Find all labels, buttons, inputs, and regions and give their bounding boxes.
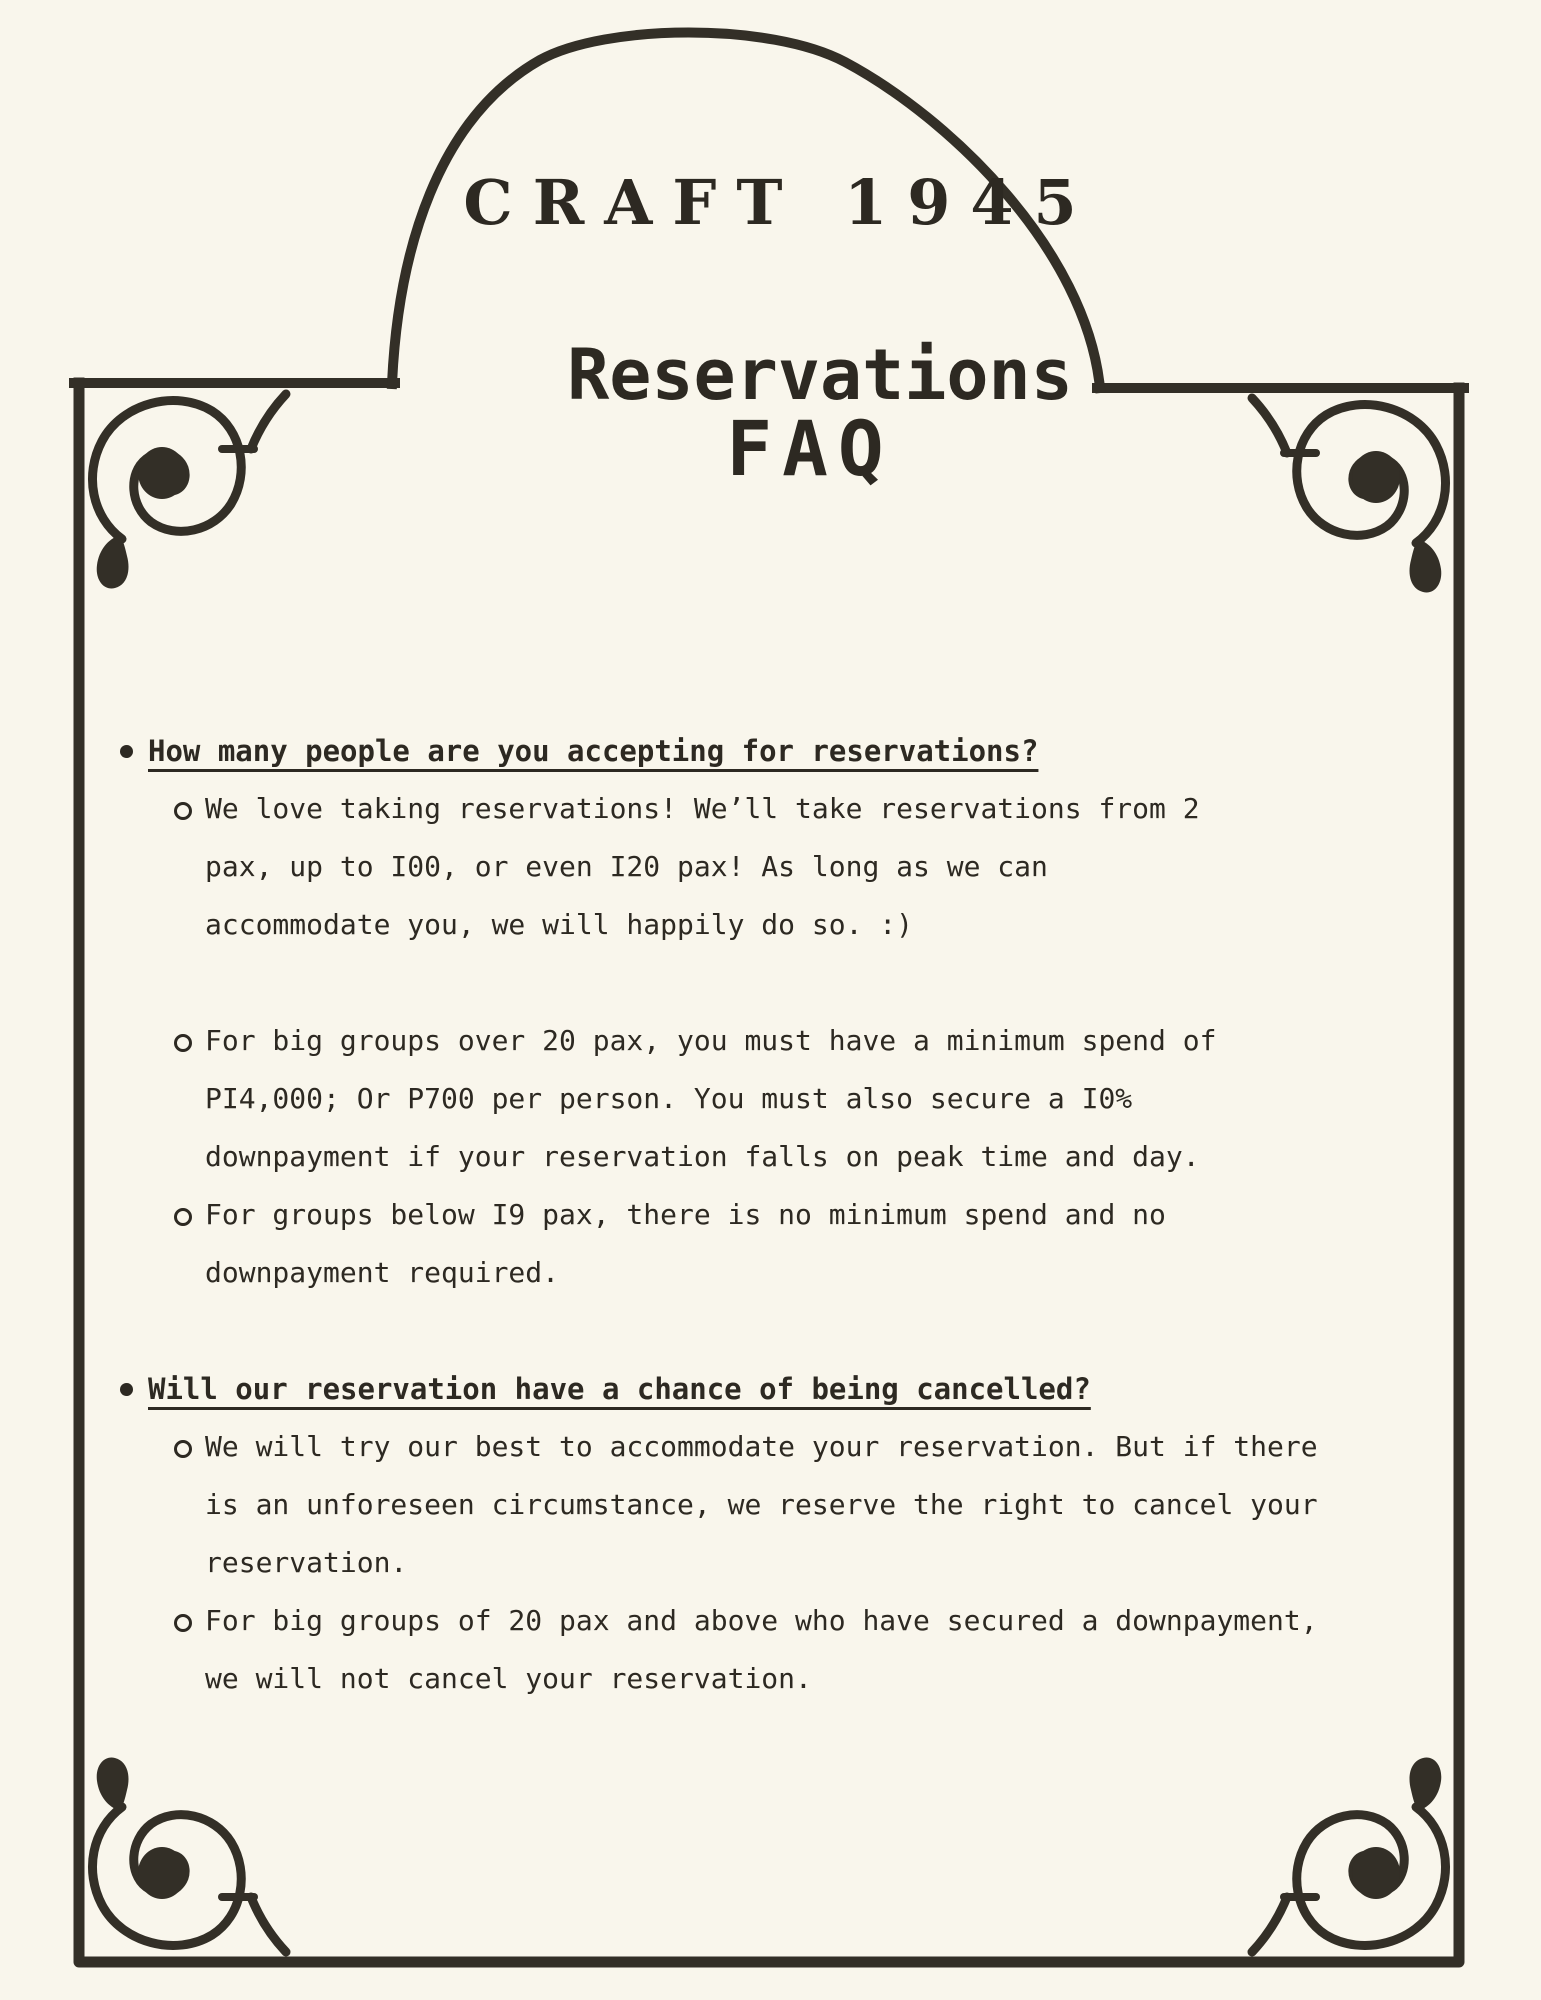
faq-answer-line: is an unforeseen circumstance, we reserve the right to cancel your xyxy=(205,1488,1318,1521)
faq-answer xyxy=(118,1592,1408,1708)
brand-title: CRAFT 1945 xyxy=(463,166,1097,239)
hollow-circle-bullet-icon xyxy=(174,1034,192,1052)
faq-answer-line: pax, up to I00, or even I20 pax! As long as we can xyxy=(205,850,1048,883)
faq-answer-line: we will not cancel your reservation. xyxy=(205,1662,812,1695)
corner-ornament-top-left xyxy=(92,394,286,588)
corner-ornament-top-right xyxy=(1252,398,1446,592)
corner-ornament-bottom-left xyxy=(92,1758,286,1952)
faq-answer-line: We love taking reservations! We’ll take reservations from 2 xyxy=(205,792,1200,825)
filled-dot-bullet-icon xyxy=(120,745,133,758)
filled-dot-bullet-icon xyxy=(120,1383,133,1396)
faq-answer-line: downpayment required. xyxy=(205,1256,560,1289)
hollow-circle-bullet-icon xyxy=(174,1614,192,1632)
faq-answer-line: We will try our best to accommodate your reservation. But if there xyxy=(205,1430,1318,1463)
hollow-circle-bullet-icon xyxy=(174,1440,192,1458)
faq-answer xyxy=(118,1418,1408,1592)
faq-list xyxy=(118,722,1408,1708)
faq-question xyxy=(118,722,1408,780)
corner-ornament-bottom-right xyxy=(1252,1758,1446,1952)
hollow-circle-bullet-icon xyxy=(174,802,192,820)
page-subtitle: FAQ xyxy=(726,404,894,493)
faq-answer xyxy=(118,1186,1408,1302)
faq-answer-line: For big groups over 20 pax, you must have a minimum spend of xyxy=(205,1024,1217,1057)
faq-answer-line: For big groups of 20 pax and above who have secured a downpayment, xyxy=(205,1604,1318,1637)
hollow-circle-bullet-icon xyxy=(174,1208,192,1226)
faq-answer-line: PI4,000; Or P700 per person. You must also secure a I0% xyxy=(205,1082,1133,1115)
faq-question xyxy=(118,1360,1408,1418)
faq-question-text: Will our reservation have a chance of being cancelled? xyxy=(148,1372,1091,1406)
faq-section xyxy=(118,1360,1408,1708)
page-title: Reservations xyxy=(567,334,1073,416)
faq-answer-line: reservation. xyxy=(205,1546,408,1579)
faq-answer xyxy=(118,780,1408,954)
faq-answer-line: accommodate you, we will happily do so. :) xyxy=(205,908,914,941)
faq-section xyxy=(118,722,1408,1302)
faq-question-text: How many people are you accepting for reservations? xyxy=(148,734,1039,768)
faq-answer xyxy=(118,1012,1408,1186)
faq-answer-line: For groups below I9 pax, there is no minimum spend and no xyxy=(205,1198,1166,1231)
faq-answer-line: downpayment if your reservation falls on peak time and day. xyxy=(205,1140,1200,1173)
